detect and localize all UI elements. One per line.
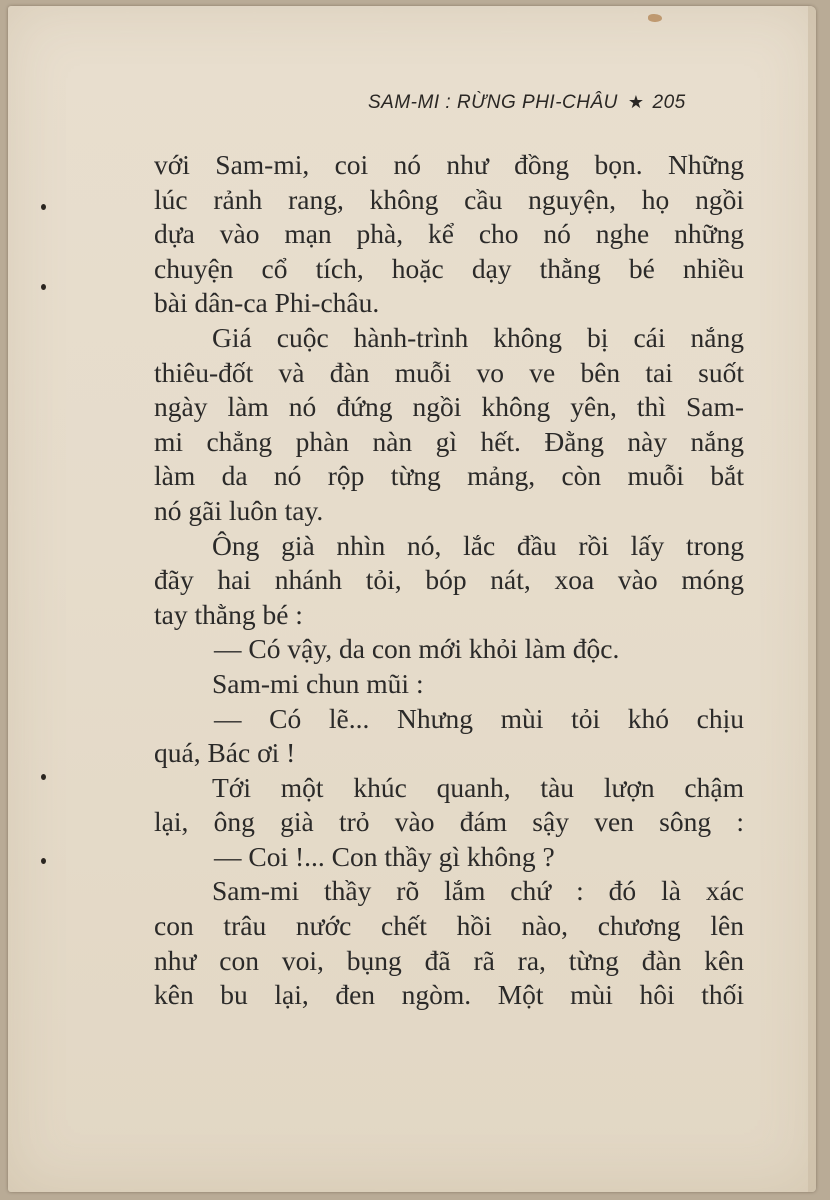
dialogue-line: — Có vậy, da con mới khỏi làm độc.: [214, 633, 620, 665]
page-edge: [808, 6, 816, 1192]
text-line: con trâu nước chết hồi nào, chương lên: [154, 910, 744, 942]
running-title: SAM-MI : RỪNG PHI-CHÂU: [368, 92, 618, 113]
binding-hole: [41, 204, 46, 210]
text-line: ngày làm nó đứng ngồi không yên, thì Sam-: [154, 391, 744, 423]
text-line: như con voi, bụng đã rã ra, từng đàn kên: [154, 944, 744, 976]
text-line: quá, Bác ơi !: [154, 737, 296, 769]
body-text: [154, 148, 744, 1013]
text-line: với Sam-mi, coi nó như đồng bọn. Những: [154, 149, 744, 180]
page-number: 205: [652, 92, 686, 113]
text-line: Tới một khúc quanh, tàu lượn chậm: [212, 771, 744, 803]
dialogue-line: — Có lẽ... Nhưng mùi tỏi khó chịu: [214, 702, 744, 734]
text-line: lại, ông già trỏ vào đám sậy ven sông :: [154, 806, 744, 838]
text-line: bài dân-ca Phi-châu.: [154, 287, 380, 319]
text-line: làm da nó rộp từng mảng, còn muỗi bắt: [154, 460, 744, 492]
book-page: [8, 6, 816, 1192]
text-line: nó gãi luôn tay.: [154, 494, 324, 526]
text-line: chuyện cổ tích, hoặc dạy thằng bé nhiều: [154, 252, 744, 284]
text-line: thiêu-đốt và đàn muỗi vo ve bên tai suốt: [154, 356, 744, 388]
paper-tear-mark: [648, 14, 662, 22]
text-line: Ông già nhìn nó, lắc đầu rồi lấy trong: [212, 529, 744, 561]
text-line: kên bu lại, đen ngòm. Một mùi hôi thối: [154, 979, 744, 1011]
running-header: [368, 92, 768, 114]
binding-hole: [41, 774, 46, 780]
star-icon: ★: [627, 92, 645, 112]
text-line: Sam-mi thầy rõ lắm chứ : đó là xác: [212, 875, 744, 907]
dialogue-line: — Coi !... Con thầy gì không ?: [214, 840, 555, 872]
text-line: Giá cuộc hành-trình không bị cái nắng: [212, 321, 744, 353]
text-line: dựa vào mạn phà, kể cho nó nghe những: [154, 218, 744, 250]
text-line: lúc rảnh rang, không cầu nguyện, họ ngồi: [154, 183, 744, 215]
text-line: đãy hai nhánh tỏi, bóp nát, xoa vào móng: [154, 564, 744, 596]
text-line: mi chẳng phàn nàn gì hết. Đằng này nắng: [154, 425, 744, 457]
text-line: Sam-mi chun mũi :: [212, 667, 424, 699]
binding-hole: [41, 858, 46, 864]
binding-hole: [41, 284, 46, 290]
text-line: tay thằng bé :: [154, 598, 303, 630]
